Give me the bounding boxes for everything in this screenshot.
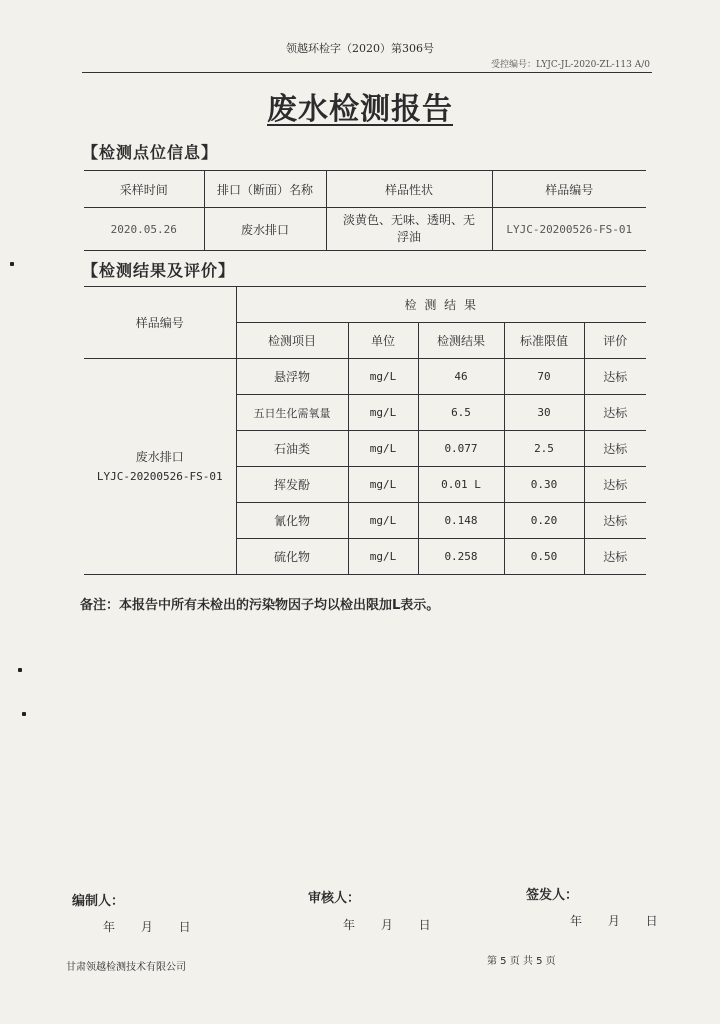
header-cell: 样品性状: [326, 171, 492, 208]
limit-cell: 2.5: [504, 431, 584, 467]
result-cell: 0.01 L: [418, 467, 504, 503]
evaluation-cell: 达标: [584, 359, 646, 395]
table-row: [84, 208, 646, 251]
sample-id: LYJC-20200526-FS-01: [96, 469, 223, 483]
page-number: 第 5 页 共 5 页: [487, 956, 556, 967]
header-cell: 采样时间: [84, 171, 204, 208]
scan-speck: [18, 668, 22, 672]
issuer-date: 年 月 日: [570, 914, 658, 928]
item-cell: 悬浮物: [236, 359, 348, 395]
scan-speck: [10, 262, 14, 266]
result-cell: 6.5: [418, 395, 504, 431]
header-cell: 标准限值: [504, 323, 584, 359]
header-cell: 排口（断面）名称: [204, 171, 326, 208]
remark-note: 备注：本报告中所有未检出的污染物因子均以检出限加L表示。: [80, 598, 440, 613]
outlet-name-cell: 废水排口: [204, 208, 326, 251]
limit-cell: 0.30: [504, 467, 584, 503]
limit-cell: 0.20: [504, 503, 584, 539]
site-info-table: [84, 170, 646, 251]
header-cell: 检测结果: [418, 323, 504, 359]
document-number: 领越环检字（2020）第306号: [286, 42, 434, 55]
results-table: [84, 286, 646, 575]
limit-cell: 0.50: [504, 539, 584, 575]
report-title: 废水检测报告: [267, 92, 453, 127]
header-cell: 检测项目: [236, 323, 348, 359]
evaluation-cell: 达标: [584, 431, 646, 467]
issuer-label: 签发人：: [526, 888, 579, 903]
sample-cell: [84, 359, 236, 575]
sample-name: 废水排口: [135, 449, 184, 464]
header-divider: [82, 72, 652, 73]
evaluation-cell: 达标: [584, 539, 646, 575]
sampling-date-cell: 2020.05.26: [84, 208, 204, 251]
item-cell: 挥发酚: [236, 467, 348, 503]
control-number: 受控编号：LYJC-JL-2020-ZL-113 A/0: [490, 60, 650, 70]
section-heading-results: 【检测结果及评价】: [82, 261, 236, 280]
limit-cell: 70: [504, 359, 584, 395]
sample-id-cell: LYJC-20200526-FS-01: [492, 208, 646, 251]
sample-appearance-cell: 淡黄色、无味、透明、无浮油: [326, 208, 492, 251]
sample-id-header: 样品编号: [84, 287, 236, 359]
header-cell: 评价: [584, 323, 646, 359]
reviewer-label: 审核人：: [308, 891, 361, 906]
header-cell: 样品编号: [492, 171, 646, 208]
unit-cell: mg/L: [348, 431, 418, 467]
reviewer-date: 年 月 日: [343, 918, 431, 932]
unit-cell: mg/L: [348, 503, 418, 539]
table-header-row: [84, 287, 646, 323]
unit-cell: mg/L: [348, 467, 418, 503]
compiler-date: 年 月 日: [103, 920, 191, 934]
table-header-row: [84, 171, 646, 208]
result-cell: 0.148: [418, 503, 504, 539]
evaluation-cell: 达标: [584, 395, 646, 431]
results-header: 检 测 结 果: [236, 287, 646, 323]
item-cell: 五日生化需氧量: [236, 395, 348, 431]
item-cell: 氰化物: [236, 503, 348, 539]
result-cell: 0.077: [418, 431, 504, 467]
unit-cell: mg/L: [348, 395, 418, 431]
result-cell: 46: [418, 359, 504, 395]
item-cell: 石油类: [236, 431, 348, 467]
compiler-label: 编制人：: [72, 894, 125, 909]
company-name: 甘肃领越检测技术有限公司: [66, 962, 186, 973]
table-row: [84, 359, 646, 395]
evaluation-cell: 达标: [584, 503, 646, 539]
evaluation-cell: 达标: [584, 467, 646, 503]
scan-speck: [22, 712, 26, 716]
unit-cell: mg/L: [348, 539, 418, 575]
section-heading-site-info: 【检测点位信息】: [82, 143, 219, 162]
item-cell: 硫化物: [236, 539, 348, 575]
result-cell: 0.258: [418, 539, 504, 575]
limit-cell: 30: [504, 395, 584, 431]
header-cell: 单位: [348, 323, 418, 359]
unit-cell: mg/L: [348, 359, 418, 395]
